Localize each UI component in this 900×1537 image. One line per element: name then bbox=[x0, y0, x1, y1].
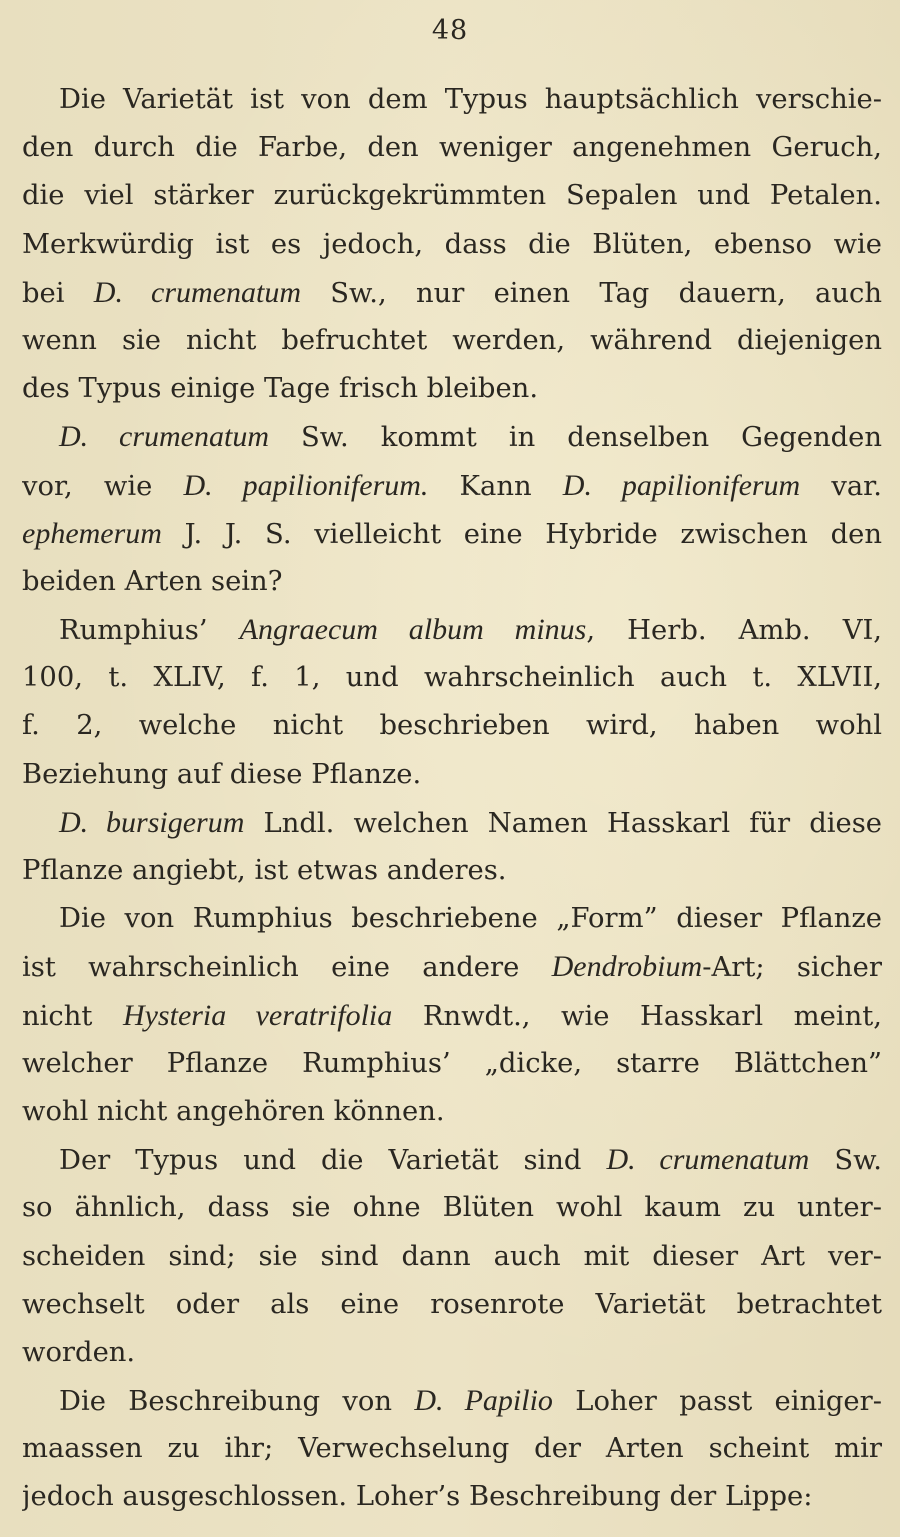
text-run: Die von Rumphius beschriebene „Form” dieser Pflanze bbox=[59, 903, 882, 935]
text-run: bei bbox=[22, 277, 94, 309]
text-run: Die Beschreibung von bbox=[59, 1386, 415, 1418]
body-text bbox=[22, 76, 882, 1522]
text-run: , Herb. Amb. VI, bbox=[586, 615, 882, 647]
text-run: so ähnlich, dass sie ohne Blüten wohl kaum zu unter- bbox=[22, 1192, 882, 1224]
text-line bbox=[22, 1281, 882, 1329]
text-line bbox=[22, 847, 882, 895]
italic-taxon-name: D. crumenatum bbox=[93, 275, 302, 309]
text-line bbox=[22, 895, 882, 943]
text-run: Sw. kommt in denselben Gegenden bbox=[268, 422, 882, 454]
text-line bbox=[22, 751, 882, 799]
text-line bbox=[22, 1136, 882, 1184]
text-line bbox=[22, 76, 882, 124]
text-run: -Art; sicher bbox=[702, 952, 882, 984]
page-number: 48 bbox=[431, 15, 469, 46]
text-line bbox=[22, 943, 882, 991]
text-line bbox=[22, 510, 882, 558]
text-line bbox=[22, 1377, 882, 1425]
text-line bbox=[22, 1233, 882, 1281]
text-line bbox=[22, 317, 882, 365]
text-run: Merkwürdig ist es jedoch, dass die Blüten, ebenso wie bbox=[22, 228, 882, 260]
italic-taxon-name: D. Papilio bbox=[414, 1384, 553, 1418]
text-run: scheiden sind; sie sind dann auch mit dieser Art ver- bbox=[22, 1240, 882, 1272]
text-run: Beziehung auf diese Pflanze. bbox=[22, 758, 422, 790]
italic-taxon-name: D. papilioniferum bbox=[562, 468, 801, 502]
italic-taxon-name: ephemerum bbox=[22, 516, 162, 550]
text-line bbox=[22, 1184, 882, 1232]
text-line bbox=[22, 413, 882, 461]
text-line bbox=[22, 654, 882, 702]
text-run: nicht bbox=[22, 1000, 123, 1032]
text-line bbox=[22, 462, 882, 510]
text-line bbox=[22, 606, 882, 654]
text-run: Rnwdt., wie Hasskarl meint, bbox=[392, 1000, 882, 1032]
text-run: worden. bbox=[22, 1336, 136, 1368]
text-line bbox=[22, 1425, 882, 1473]
text-run: Die Varietät ist von dem Typus hauptsächlich verschie- bbox=[59, 84, 882, 115]
text-line bbox=[22, 702, 882, 750]
text-line bbox=[22, 172, 882, 220]
text-line bbox=[22, 124, 882, 172]
italic-taxon-name: D. papilioniferum. bbox=[183, 468, 429, 502]
text-run: wohl nicht angehören können. bbox=[22, 1095, 445, 1127]
text-run: welcher Pflanze Rumphius’ „dicke, starre Blättchen” bbox=[22, 1047, 882, 1079]
text-run: Pflanze angiebt, ist etwas anderes. bbox=[22, 855, 507, 886]
text-run: Loher passt einiger- bbox=[552, 1386, 882, 1418]
italic-taxon-name: Hysteria veratrifolia bbox=[122, 998, 393, 1032]
text-run: beiden Arten sein? bbox=[22, 565, 283, 597]
text-line bbox=[22, 1329, 882, 1377]
text-run: wechselt oder als eine rosenrote Varietät betrachtet bbox=[22, 1288, 882, 1320]
text-run: f. 2, welche nicht beschrieben wird, haben wohl bbox=[22, 710, 882, 742]
text-run: J. J. S. vielleicht eine Hybride zwischen den bbox=[161, 518, 882, 550]
text-run: den durch die Farbe, den weniger angenehmen Geruch, bbox=[22, 132, 882, 164]
text-run: ist wahrscheinlich eine andere bbox=[22, 952, 552, 984]
italic-taxon-name: D. crumenatum bbox=[59, 420, 269, 454]
text-line bbox=[22, 221, 882, 269]
text-run: Sw., nur einen Tag dauern, auch bbox=[301, 277, 882, 309]
text-line bbox=[22, 365, 882, 413]
text-run: Rumphius’ bbox=[59, 615, 240, 647]
text-run: Sw. bbox=[809, 1145, 882, 1177]
text-line bbox=[22, 1088, 882, 1136]
text-run: 100, t. XLIV, f. 1, und wahrscheinlich auch t. XLVII, bbox=[22, 662, 882, 694]
text-line bbox=[22, 992, 882, 1040]
text-line bbox=[22, 1473, 882, 1521]
text-line bbox=[22, 269, 882, 317]
text-line bbox=[22, 1040, 882, 1088]
italic-taxon-name: D. bursigerum bbox=[59, 805, 245, 839]
text-line bbox=[22, 799, 882, 847]
text-run: Lndl. welchen Namen Hasskarl für diese bbox=[244, 807, 882, 839]
text-line bbox=[22, 558, 882, 606]
italic-taxon-name: Angraecum album minus bbox=[239, 613, 587, 647]
text-run: jedoch ausgeschlossen. Loher’s Beschreibung der Lippe: bbox=[22, 1481, 813, 1513]
italic-taxon-name: Dendrobium bbox=[551, 950, 703, 984]
text-run: des Typus einige Tage frisch bleiben. bbox=[22, 373, 539, 405]
italic-taxon-name: D. crumenatum bbox=[606, 1143, 810, 1177]
text-run: vor, wie bbox=[22, 470, 184, 502]
text-run: var. bbox=[800, 470, 882, 502]
text-run: maassen zu ihr; Verwechselung der Arten scheint mir bbox=[22, 1433, 882, 1465]
text-run: Kann bbox=[428, 470, 563, 502]
text-run: Der Typus und die Varietät sind bbox=[59, 1145, 607, 1177]
text-run: die viel stärker zurückgekrümmten Sepalen und Petalen. bbox=[22, 180, 882, 212]
text-run: wenn sie nicht befruchtet werden, während diejenigen bbox=[22, 324, 882, 356]
